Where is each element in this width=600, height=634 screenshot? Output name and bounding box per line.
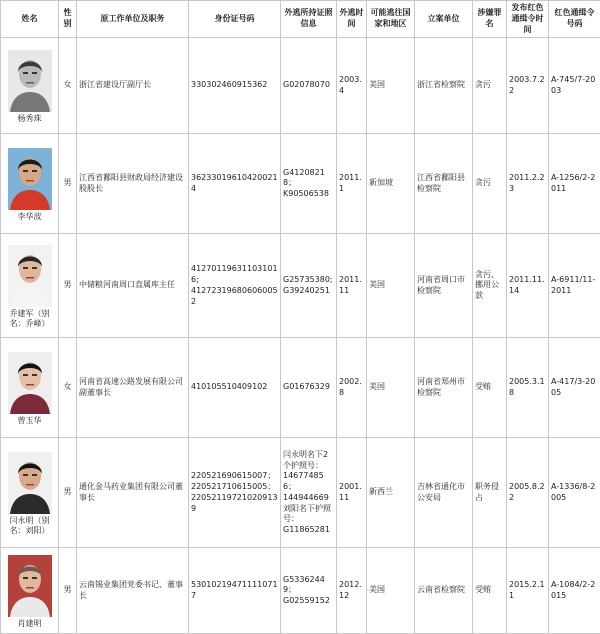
table-row bbox=[1, 438, 600, 548]
charge-cell: 贪污 bbox=[473, 38, 507, 134]
header-destination: 可能逃往国家和地区 bbox=[367, 1, 415, 38]
agency-cell: 云南省检察院 bbox=[415, 548, 473, 634]
notice-date-cell: 2003.7.22 bbox=[507, 38, 549, 134]
line-text: G25735380; bbox=[283, 275, 334, 286]
line-text: 530102194711110717 bbox=[191, 580, 278, 602]
table-row bbox=[1, 548, 600, 634]
portrait-photo bbox=[3, 50, 56, 112]
fled-time-cell: 2011.1 bbox=[337, 134, 367, 234]
name-line: 杨秀珠 bbox=[3, 114, 56, 124]
position-cell: 通化金马药业集团有限公司董事长 bbox=[77, 438, 189, 548]
line-text: 220521710615005； bbox=[191, 482, 278, 493]
name-line: 名：刘阳） bbox=[3, 526, 56, 536]
fled-time-cell: 2001.11 bbox=[337, 438, 367, 548]
notice-date-cell: 2011.11.14 bbox=[507, 234, 549, 338]
id-number-cell bbox=[189, 548, 281, 634]
gender-cell: 男 bbox=[59, 438, 77, 548]
fled-time-cell: 2012.12 bbox=[337, 548, 367, 634]
id-number-cell bbox=[189, 38, 281, 134]
charge-cell: 受贿 bbox=[473, 548, 507, 634]
line-text: 146774856； bbox=[283, 471, 334, 493]
portrait-photo bbox=[3, 452, 56, 514]
notice-no-cell: A-417/3-2005 bbox=[549, 338, 600, 438]
name-cell bbox=[1, 134, 59, 234]
gender-cell: 男 bbox=[59, 548, 77, 634]
agency-cell: 浙江省检察院 bbox=[415, 38, 473, 134]
header-id-number: 身份证号码 bbox=[189, 1, 281, 38]
documents-cell bbox=[281, 548, 337, 634]
notice-no-cell: A-1336/8-2005 bbox=[549, 438, 600, 548]
line-text: 362330196104200214 bbox=[191, 173, 278, 195]
line-text: 412701196311031016; bbox=[191, 264, 278, 286]
header-agency: 立案单位 bbox=[415, 1, 473, 38]
header-fled-time: 外逃时间 bbox=[337, 1, 367, 38]
notice-no-cell: A-1256/2-2011 bbox=[549, 134, 600, 234]
name-line: 肖建明 bbox=[3, 619, 56, 629]
header-gender: 性别 bbox=[59, 1, 77, 38]
name-line: 曾玉华 bbox=[3, 416, 56, 426]
header-name: 姓名 bbox=[1, 1, 59, 38]
line-text: 144944669 bbox=[283, 493, 334, 504]
line-text: 410105510409102 bbox=[191, 382, 278, 393]
line-text: 412723196806060052 bbox=[191, 286, 278, 308]
line-text: 闫永明名下2个护照号： bbox=[283, 450, 334, 472]
destination-cell: 美国 bbox=[367, 38, 415, 134]
notice-no-cell: A-745/7-2003 bbox=[549, 38, 600, 134]
line-text: G53362449； bbox=[283, 575, 334, 597]
header-notice-no: 红色通缉令号码 bbox=[549, 1, 600, 38]
header-row bbox=[1, 1, 600, 38]
portrait-photo bbox=[3, 245, 56, 307]
line-text: 220521690615007； bbox=[191, 471, 278, 482]
documents-cell bbox=[281, 38, 337, 134]
line-text: K90506538 bbox=[283, 189, 334, 200]
name-line: 名：乔峰） bbox=[3, 319, 56, 329]
line-text: 330302460915362 bbox=[191, 80, 278, 91]
line-text: G41208218； bbox=[283, 168, 334, 190]
documents-cell bbox=[281, 438, 337, 548]
person-name bbox=[3, 516, 56, 537]
header-charge: 涉嫌罪名 bbox=[473, 1, 507, 38]
destination-cell: 美国 bbox=[367, 548, 415, 634]
table-row bbox=[1, 338, 600, 438]
agency-cell: 河南省郑州市检察院 bbox=[415, 338, 473, 438]
documents-cell bbox=[281, 234, 337, 338]
table-row bbox=[1, 134, 600, 234]
destination-cell: 新加坡 bbox=[367, 134, 415, 234]
header-notice-date: 发布红色通缉令时间 bbox=[507, 1, 549, 38]
line-text: G11865281 bbox=[283, 525, 334, 536]
portrait-photo bbox=[3, 352, 56, 414]
documents-cell bbox=[281, 134, 337, 234]
name-line: 乔建军（别 bbox=[3, 309, 56, 319]
line-text: 220521197210209139 bbox=[191, 493, 278, 515]
id-number-cell bbox=[189, 234, 281, 338]
table-row bbox=[1, 234, 600, 338]
notice-date-cell: 2015.2.11 bbox=[507, 548, 549, 634]
position-cell: 河南省高速公路发展有限公司副董事长 bbox=[77, 338, 189, 438]
notice-date-cell: 2011.2.23 bbox=[507, 134, 549, 234]
line-text: 刘阳名下护照号： bbox=[283, 504, 334, 526]
gender-cell: 男 bbox=[59, 234, 77, 338]
gender-cell: 女 bbox=[59, 338, 77, 438]
portrait-photo bbox=[3, 148, 56, 210]
documents-cell bbox=[281, 338, 337, 438]
id-number-cell bbox=[189, 438, 281, 548]
name-line: 闫永明（别 bbox=[3, 516, 56, 526]
line-text: G02559152 bbox=[283, 596, 334, 607]
id-number-cell bbox=[189, 338, 281, 438]
person-name bbox=[3, 309, 56, 330]
charge-cell: 受贿 bbox=[473, 338, 507, 438]
name-cell bbox=[1, 548, 59, 634]
table-row bbox=[1, 38, 600, 134]
destination-cell: 新西兰 bbox=[367, 438, 415, 548]
line-text: G39240251 bbox=[283, 286, 334, 297]
id-number-cell bbox=[189, 134, 281, 234]
notice-date-cell: 2005.8.22 bbox=[507, 438, 549, 548]
fled-time-cell: 2003.4 bbox=[337, 38, 367, 134]
notice-date-cell: 2005.3.18 bbox=[507, 338, 549, 438]
charge-cell: 贪污、挪用公款 bbox=[473, 234, 507, 338]
position-cell: 江西省鄱阳县财政局经济建设股股长 bbox=[77, 134, 189, 234]
name-cell bbox=[1, 338, 59, 438]
notice-no-cell: A-1084/2-2015 bbox=[549, 548, 600, 634]
name-cell bbox=[1, 438, 59, 548]
header-position: 原工作单位及职务 bbox=[77, 1, 189, 38]
agency-cell: 河南省周口市检察院 bbox=[415, 234, 473, 338]
portrait-photo bbox=[3, 555, 56, 617]
name-cell bbox=[1, 234, 59, 338]
person-name bbox=[3, 619, 56, 629]
notice-no-cell: A-6911/11-2011 bbox=[549, 234, 600, 338]
line-text: G02078070 bbox=[283, 80, 334, 91]
name-cell bbox=[1, 38, 59, 134]
fled-time-cell: 2011.11 bbox=[337, 234, 367, 338]
header-documents: 外逃所持证照信息 bbox=[281, 1, 337, 38]
name-line: 李华波 bbox=[3, 212, 56, 222]
line-text: G01676329 bbox=[283, 382, 334, 393]
person-name bbox=[3, 114, 56, 124]
gender-cell: 女 bbox=[59, 38, 77, 134]
position-cell: 云南锡业集团党委书记、董事长 bbox=[77, 548, 189, 634]
agency-cell: 江西省鄱阳县检察院 bbox=[415, 134, 473, 234]
person-name bbox=[3, 416, 56, 426]
destination-cell: 美国 bbox=[367, 234, 415, 338]
destination-cell: 美国 bbox=[367, 338, 415, 438]
gender-cell: 男 bbox=[59, 134, 77, 234]
agency-cell: 吉林省通化市公安局 bbox=[415, 438, 473, 548]
position-cell: 浙江省建设厅副厅长 bbox=[77, 38, 189, 134]
position-cell: 中储粮河南周口直属库主任 bbox=[77, 234, 189, 338]
charge-cell: 职务侵占 bbox=[473, 438, 507, 548]
person-name bbox=[3, 212, 56, 222]
charge-cell: 贪污 bbox=[473, 134, 507, 234]
fled-time-cell: 2002.8 bbox=[337, 338, 367, 438]
